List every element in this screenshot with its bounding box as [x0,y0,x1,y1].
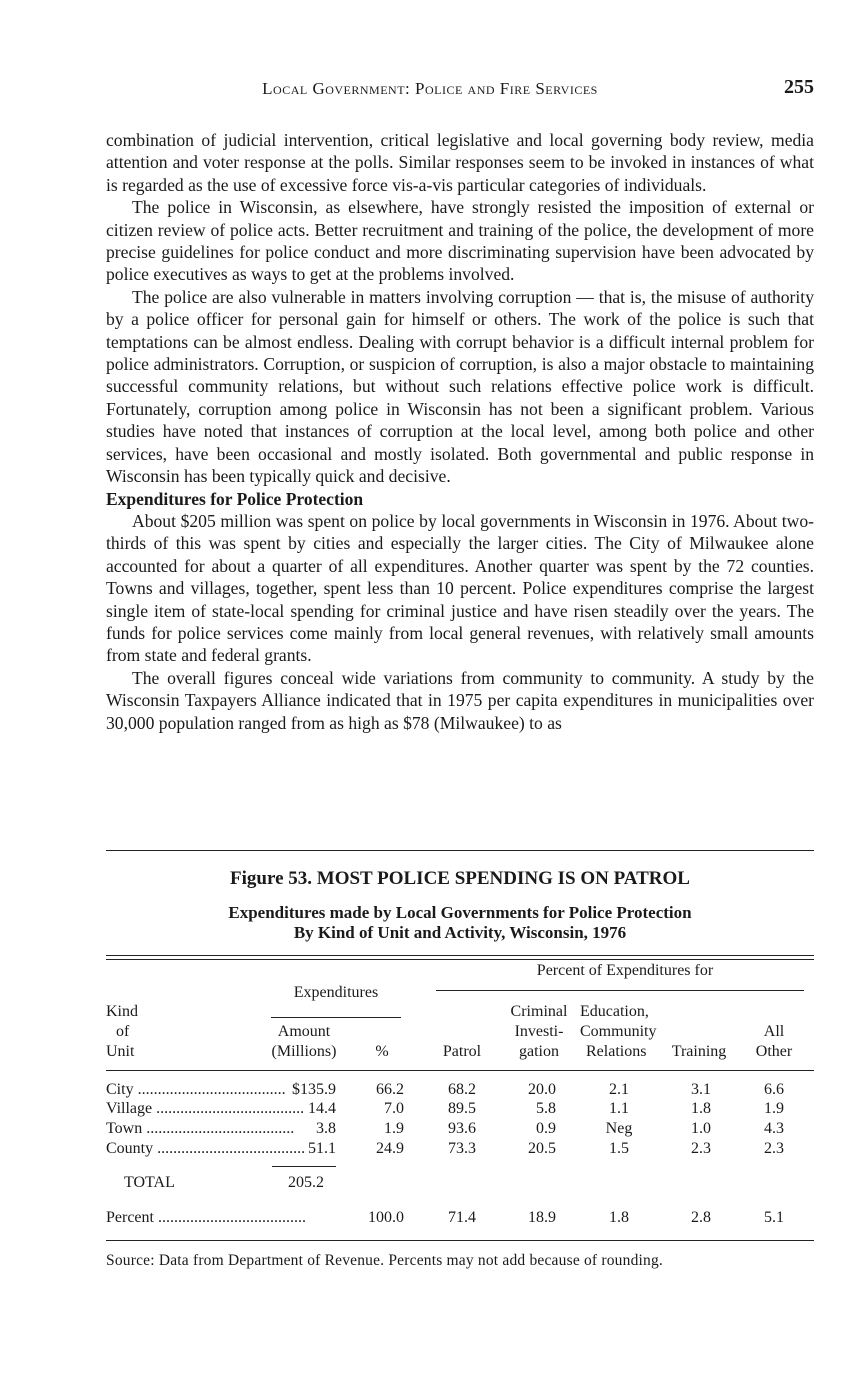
header-unit: Unit [106,1043,135,1060]
row-unit: Town ..................................... [106,1120,295,1137]
page-header [106,76,814,102]
row-pct: 24.9 [376,1140,404,1157]
header-pct: % [375,1043,389,1060]
row-unit: Village ..................................... [106,1100,305,1117]
row-amount: 14.4 [308,1100,336,1117]
row-training: 3.1 [691,1081,711,1098]
header-other: Other [755,1043,793,1060]
row-patrol: 73.3 [448,1140,476,1157]
figure-top-rule [106,850,814,851]
header-education: Education, [580,1003,649,1020]
row-amount: 3.8 [316,1120,336,1137]
header-bottom-rule [106,1070,814,1071]
percent-education: 1.8 [609,1209,629,1226]
header-millions: (Millions) [271,1043,337,1060]
paragraph-5: The overall figures conceal wide variations from community to community. A study by the Wisconsin Taxpayers Alliance indicated that in 1975 per capita expenditures in municipalities over 30,000 population ranged from as high as $78 (Milwaukee) to as [106,667,814,733]
percent-label: Percent ..................................... [106,1209,306,1226]
total-label: TOTAL [124,1174,175,1191]
row-patrol: 93.6 [448,1120,476,1137]
header-amount: Amount [277,1023,331,1040]
header-investi: Investi- [514,1023,564,1040]
table-top-rule [106,955,814,956]
body-text [106,129,814,734]
running-head: Local Government: Police and Fire Services [262,79,598,98]
row-education: 1.1 [609,1100,629,1117]
row-training: 1.0 [691,1120,711,1137]
page-number: 255 [784,76,814,98]
figure-subtitle-line1: Expenditures made by Local Governments for Police Protection [228,903,692,922]
row-training: 1.8 [691,1100,711,1117]
percent-training: 2.8 [691,1209,711,1226]
table-top-rule-double [106,959,814,960]
row-pct: 66.2 [376,1081,404,1098]
row-education: 1.5 [609,1140,629,1157]
percent-patrol: 71.4 [448,1209,476,1226]
row-unit: City ..................................... [106,1081,286,1098]
header-kind: Kind [106,1003,138,1020]
header-expenditures-rule [271,1017,401,1018]
total-amount: 205.2 [288,1174,324,1191]
row-other: 4.3 [764,1120,784,1137]
percent-pct: 100.0 [368,1209,404,1226]
percent-criminal: 18.9 [528,1209,556,1226]
header-expenditures-group: Expenditures [293,984,379,1001]
source-note: Source: Data from Department of Revenue. Percents may not add because of rounding. [106,1252,664,1269]
paragraph-2: The police in Wisconsin, as elsewhere, have strongly resisted the imposition of external or citizen review of police acts. Better recruitment and training of the police, the development of more precise guidelines for police conduct and more discriminating supervision have been advocated by police executives as ways to get at the problems involved. [106,197,814,285]
row-other: 2.3 [764,1140,784,1157]
row-education: Neg [605,1120,633,1137]
row-pct: 7.0 [384,1100,404,1117]
header-all: All [763,1023,785,1040]
header-patrol: Patrol [442,1043,482,1060]
row-criminal: 5.8 [536,1100,556,1117]
header-gation: gation [519,1043,559,1060]
row-criminal: 20.5 [528,1140,556,1157]
figure-subtitle-line2: By Kind of Unit and Activity, Wisconsin, 1976 [293,923,627,942]
row-other: 1.9 [764,1100,784,1117]
paragraph-4: About $205 million was spent on police by local governments in Wisconsin in 1976. About two-thirds of this was spent by cities and especially the larger cities. The City of Milwaukee alone accounted for about a quarter of all expenditures. Another quarter was spent by the 72 counties. Towns and villages, together, spent less than 10 percent. Police expenditures comprise the largest single item of state-local spending for criminal justice and have risen steadily over the years. The funds for police services come mainly from local general revenues, with relatively small amounts from state and federal grants. [106,510,814,666]
row-patrol: 68.2 [448,1081,476,1098]
header-percent-group: Percent of Expenditures for [536,962,714,979]
figure-title: Figure 53. MOST POLICE SPENDING IS ON PATROL [230,868,690,889]
paragraph-3: The police are also vulnerable in matters involving corruption — that is, the misuse of authority by a police officer for personal gain for himself or others. The work of the police is such that temptations can be almost endless. Dealing with corrupt behavior is a difficult internal problem for police administrators. Corruption, or suspicion of corruption, is also a major obstacle to maintaining successful community relations, but without such relations effective police work is difficult. Fortunately, corruption among police in Wisconsin has not been a significant problem. Various studies have noted that instances of corruption at the local level, among both police and other services, have been occasional and mostly isolated. Both governmental and public response in Wisconsin has been typically quick and decisive. [106,286,814,487]
table-bottom-rule [106,1240,814,1241]
section-heading: Expenditures for Police Protection [106,488,364,509]
row-unit: County ..................................... [106,1140,306,1157]
row-other: 6.6 [764,1081,784,1098]
percent-other: 5.1 [764,1209,784,1226]
header-relations: Relations [586,1043,647,1060]
header-criminal: Criminal [510,1003,568,1020]
row-criminal: 20.0 [528,1081,556,1098]
total-rule [272,1166,336,1167]
row-education: 2.1 [609,1081,629,1098]
header-percent-rule [436,990,804,991]
row-criminal: 0.9 [536,1120,556,1137]
row-patrol: 89.5 [448,1100,476,1117]
row-training: 2.3 [691,1140,711,1157]
row-amount: $135.9 [292,1081,336,1098]
header-of: of [116,1023,130,1040]
row-pct: 1.9 [384,1120,404,1137]
header-training: Training [671,1043,727,1060]
paragraph-1: combination of judicial intervention, critical legislative and local governing body review, media attention and voter response at the polls. Similar responses seem to be invoked in instances of what is regarded as the use of excessive force vis-a-vis particular categories of individuals. [106,130,814,195]
row-amount: 51.1 [308,1140,336,1157]
header-community: Community [580,1023,657,1040]
